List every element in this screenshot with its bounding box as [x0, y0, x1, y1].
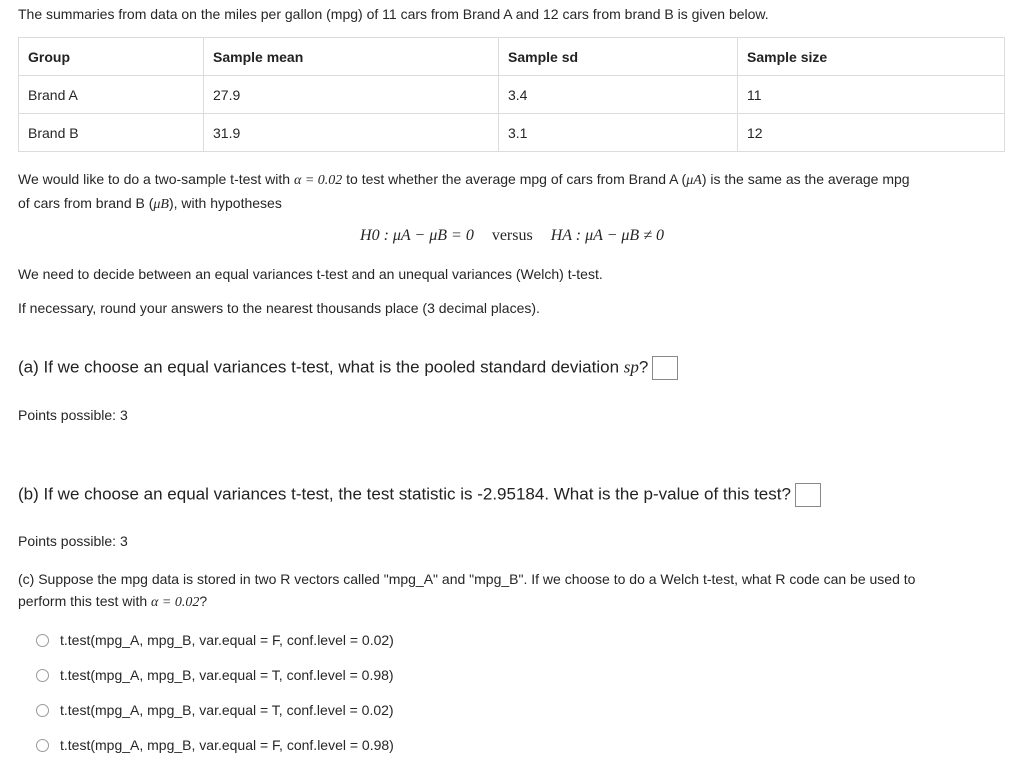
table-cell: 12: [738, 114, 1005, 152]
option-2[interactable]: [36, 665, 394, 685]
intro-text: The summaries from data on the miles per gallon (mpg) of 11 cars from Brand A and 12 cars from brand B is given below.: [18, 6, 769, 22]
answer-a-input[interactable]: [652, 356, 678, 380]
table-cell: 27.9: [204, 76, 499, 114]
answer-b-input[interactable]: [795, 483, 821, 507]
alpha-math: α = 0.02: [293, 173, 343, 188]
question-mark: ?: [638, 357, 649, 377]
alpha-math: α = 0.02: [151, 595, 200, 610]
table-cell: Brand B: [19, 114, 204, 152]
summary-table: [18, 37, 1005, 152]
sp-math: sp: [623, 357, 639, 377]
option-4[interactable]: [36, 735, 394, 755]
rounding-instruction: If necessary, round your answers to the nearest thousands place (3 decimal places).: [18, 300, 540, 316]
table-header: Sample sd: [499, 38, 738, 76]
question-a: [18, 356, 678, 380]
table-header: Sample mean: [204, 38, 499, 76]
hypothesis-paragraph: [18, 168, 910, 216]
question-b: [18, 483, 821, 507]
points-b: Points possible: 3: [18, 533, 128, 549]
question-c-text: (c) Suppose the mpg data is stored in two R vectors called "mpg_A" and "mpg_B". If we choose to do a Welch t-test, what R code can be used to: [18, 571, 916, 587]
table-header-row: [19, 38, 1005, 76]
table-header: Group: [19, 38, 204, 76]
table-cell: Brand A: [19, 76, 204, 114]
hypotheses-display: [0, 227, 1024, 245]
radio-button[interactable]: [36, 634, 49, 647]
option-label: t.test(mpg_A, mpg_B, var.equal = F, conf.level = 0.02): [60, 632, 394, 648]
radio-button[interactable]: [36, 739, 49, 752]
mu-a-math: μA: [686, 173, 702, 188]
option-1[interactable]: [36, 630, 394, 650]
option-label: t.test(mpg_A, mpg_B, var.equal = T, conf.level = 0.98): [60, 667, 394, 683]
radio-button[interactable]: [36, 704, 49, 717]
table-row: [19, 114, 1005, 152]
question-b-text: (b) If we choose an equal variances t-test, the test statistic is -2.95184. What is the p-value of this test?: [18, 484, 791, 504]
para-text: of cars from brand B (: [18, 195, 154, 211]
para-text: We would like to do a two-sample t-test with: [18, 171, 294, 187]
radio-button[interactable]: [36, 669, 49, 682]
option-label: t.test(mpg_A, mpg_B, var.equal = T, conf.level = 0.02): [60, 702, 394, 718]
table-cell: 3.4: [499, 76, 738, 114]
points-a: Points possible: 3: [18, 407, 128, 423]
table-cell: 31.9: [204, 114, 499, 152]
table-row: [19, 76, 1005, 114]
versus-text: versus: [491, 227, 533, 244]
question-c: [18, 568, 915, 614]
question-mark: ?: [199, 593, 208, 609]
para-text: ), with hypotheses: [168, 195, 282, 211]
table-cell: 3.1: [499, 114, 738, 152]
alt-hypothesis: HA : μA − μB ≠ 0: [550, 227, 664, 244]
table-header: Sample size: [738, 38, 1005, 76]
null-hypothesis: H0 : μA − μB = 0: [360, 227, 474, 244]
question-c-text: perform this test with: [18, 593, 152, 609]
option-label: t.test(mpg_A, mpg_B, var.equal = F, conf.level = 0.98): [60, 737, 394, 753]
table-cell: 11: [738, 76, 1005, 114]
option-3[interactable]: [36, 700, 394, 720]
decision-text: We need to decide between an equal variances t-test and an unequal variances (Welch) t-test.: [18, 266, 603, 282]
para-text: to test whether the average mpg of cars from Brand A (: [342, 171, 687, 187]
question-a-text: (a) If we choose an equal variances t-test, what is the pooled standard deviation: [18, 357, 624, 377]
para-text: ) is the same as the average mpg: [701, 171, 910, 187]
mu-b-math: μB: [153, 197, 169, 212]
